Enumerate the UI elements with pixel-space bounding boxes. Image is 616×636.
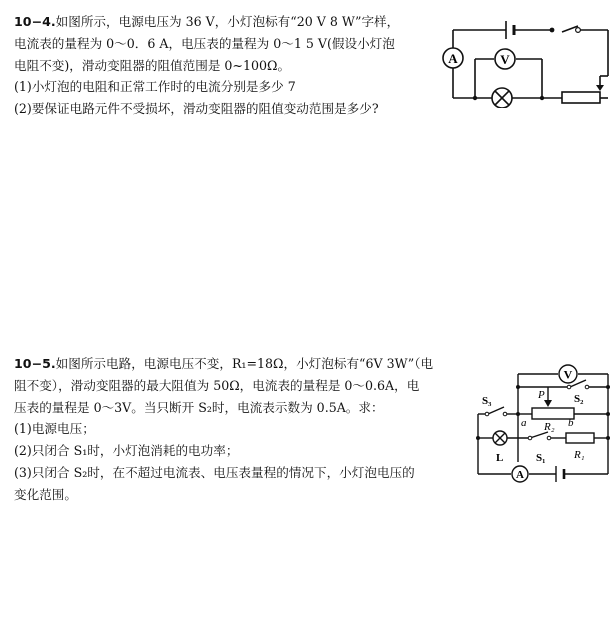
circuit-diagram-10-4 [440, 18, 610, 108]
label-s2: S₂ [574, 393, 584, 405]
lamp-icon [493, 431, 507, 445]
question-line: (1)小灯泡的电阻和正常工作时的电流分别是多少 7 [14, 79, 296, 95]
problem-line: 阻不变），滑动变阻器的最大阻值为 50Ω，电流表的量程是 0～0.6A，电 [14, 377, 420, 393]
label-s3: S₃ [482, 395, 492, 407]
problem-line: 10−4.如图所示，电源电压为 36 V，小灯泡标有“20 V 8 W”字样， [14, 14, 400, 29]
label-b: b [568, 417, 574, 429]
label-r2: R₂ [544, 421, 555, 433]
rheostat-icon [562, 85, 604, 103]
problem-number: 10−4. [14, 14, 56, 29]
label-lamp: L [496, 452, 504, 464]
battery-icon [556, 466, 564, 482]
label-r1: R₁ [574, 449, 585, 461]
battery-icon [506, 21, 514, 39]
svg-text:A: A [516, 469, 524, 481]
question-line: (2)要保证电路元件不受损坏，滑动变阻器的阻值变动范围是多少? [14, 101, 379, 117]
svg-text:A: A [448, 51, 458, 66]
problem-line: 10−5.如图所示电路，电源电压不变，R₁=18Ω，小灯泡标有“6V 3W”（电 [14, 356, 434, 371]
circuit-diagram-10-5 [470, 362, 616, 490]
question-line: (2)只闭合 S₁时，小灯泡消耗的电功率； [14, 443, 239, 459]
svg-text:V: V [500, 52, 510, 67]
voltmeter-icon [559, 365, 577, 383]
problem-10-5 [14, 353, 433, 506]
question-line: (1)电源电压； [14, 421, 95, 437]
question-line: (3)只闭合 S₂时，在不超过电流表、电压表量程的情况下，小灯泡电压的 [14, 464, 415, 480]
voltmeter-icon [495, 49, 515, 69]
ammeter-icon [512, 466, 528, 482]
ammeter-icon [443, 48, 463, 68]
lamp-icon [492, 88, 512, 108]
problem-10-4 [14, 11, 399, 120]
problem-line: 压表的量程是 0～3V。当只断开 S₂时，电流表示数为 0.5A。求： [14, 399, 384, 415]
label-p: P [538, 389, 545, 401]
svg-text:V: V [563, 367, 573, 382]
problem-line: 电流表的量程为 0～0．6 A，电压表的量程为 0～1 5 V(假设小灯泡 [14, 35, 395, 51]
label-s1: S₁ [536, 452, 546, 464]
problem-line: 电阻不变)，滑动变阻器的阻值范围是 0~100Ω。 [14, 57, 291, 73]
question-line: 变化范围。 [14, 486, 77, 502]
resistor-icon [566, 433, 594, 443]
label-a: a [521, 417, 527, 429]
problem-number: 10−5. [14, 356, 56, 371]
